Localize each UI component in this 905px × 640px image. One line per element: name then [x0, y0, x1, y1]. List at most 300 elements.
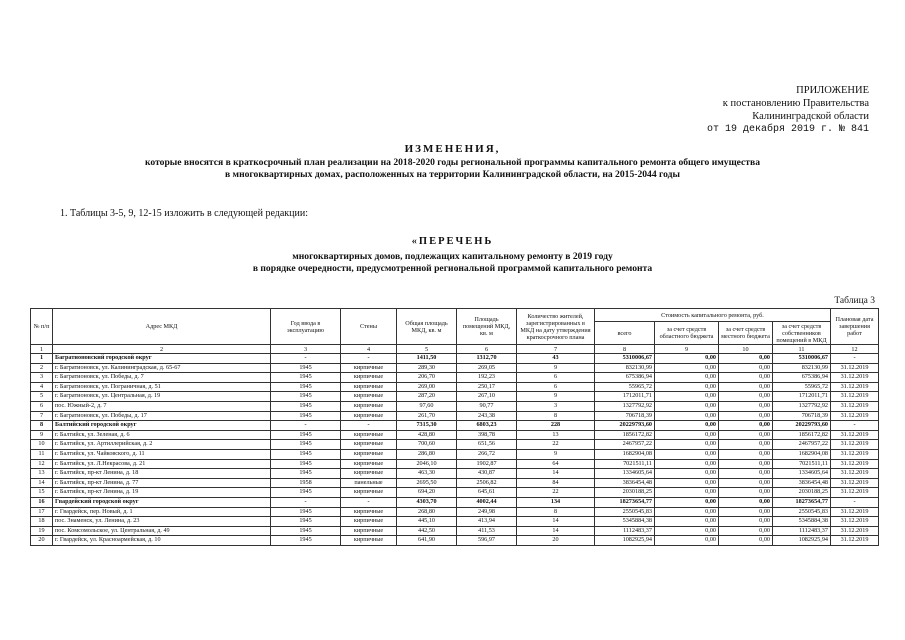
- cell-year: 1945: [271, 440, 341, 450]
- cell-year: 1945: [271, 373, 341, 383]
- cell-reg: 0,00: [655, 526, 719, 536]
- table-row: [31, 488, 879, 498]
- table-row: [31, 507, 879, 517]
- column-number-cell: 1: [31, 345, 53, 354]
- cell-loc: 0,00: [719, 536, 773, 546]
- cell-reg: 0,00: [655, 488, 719, 498]
- cell-reg: 0,00: [655, 382, 719, 392]
- cell-loc: 0,00: [719, 478, 773, 488]
- list-subtitle-line: в порядке очередности, предусмотренной региональной программой капитального ремонта: [252, 263, 653, 274]
- cell-cost: 1334605,64: [595, 469, 655, 479]
- cell-total: 289,30: [397, 363, 457, 373]
- list-subtitle: [0, 251, 905, 275]
- cell-cost: 1856172,82: [595, 430, 655, 440]
- cell-own: 5310006,67: [773, 354, 831, 364]
- cell-addr: г. Балтийск, пр-кт Ленина, д. 19: [53, 488, 271, 498]
- cell-total: 286,80: [397, 449, 457, 459]
- cell-date: 31.12.2019: [831, 363, 879, 373]
- cell-walls: кирпичные: [341, 526, 397, 536]
- cell-addr: г. Багратионовск, ул. Калининградская, д. 65-67: [53, 363, 271, 373]
- header-cost-local: за счет средств местного бюджета: [719, 322, 773, 345]
- header-cost-total: всего: [595, 322, 655, 345]
- cell-reg: 0,00: [655, 517, 719, 527]
- cell-reg: 0,00: [655, 354, 719, 364]
- cell-prem: 249,98: [457, 507, 517, 517]
- cell-own: 1334605,64: [773, 469, 831, 479]
- cell-walls: кирпичные: [341, 363, 397, 373]
- cell-n: 15: [31, 488, 53, 498]
- cell-prem: 267,10: [457, 392, 517, 402]
- cell-reg: 0,00: [655, 497, 719, 507]
- cell-n: 7: [31, 411, 53, 421]
- cell-cost: 55965,72: [595, 382, 655, 392]
- cell-n: 12: [31, 459, 53, 469]
- cell-prem: 6803,23: [457, 421, 517, 431]
- cell-year: 1945: [271, 430, 341, 440]
- cell-addr: пос. Комсомольское, ул. Центральная, д. 49: [53, 526, 271, 536]
- cell-n: 9: [31, 430, 53, 440]
- cell-year: 1945: [271, 488, 341, 498]
- cell-year: 1945: [271, 459, 341, 469]
- cell-year: 1945: [271, 363, 341, 373]
- cell-loc: 0,00: [719, 354, 773, 364]
- cell-total: 206,70: [397, 373, 457, 383]
- cell-walls: кирпичные: [341, 382, 397, 392]
- cell-loc: 0,00: [719, 421, 773, 431]
- table-row: [31, 363, 879, 373]
- cell-own: 7021511,11: [773, 459, 831, 469]
- cell-loc: 0,00: [719, 411, 773, 421]
- cell-cost: 1682904,08: [595, 449, 655, 459]
- cell-date: 31.12.2019: [831, 449, 879, 459]
- cell-total: 7315,30: [397, 421, 457, 431]
- cell-own: 675386,94: [773, 373, 831, 383]
- cell-res: 3: [517, 401, 595, 411]
- cell-res: 14: [517, 526, 595, 536]
- cell-prem: 651,56: [457, 440, 517, 450]
- cell-total: 2695,50: [397, 478, 457, 488]
- cell-loc: 0,00: [719, 430, 773, 440]
- cell-n: 5: [31, 392, 53, 402]
- table-row: [31, 449, 879, 459]
- cell-own: 1856172,82: [773, 430, 831, 440]
- cell-walls: кирпичные: [341, 430, 397, 440]
- cell-year: 1945: [271, 526, 341, 536]
- cell-date: 31.12.2019: [831, 488, 879, 498]
- cell-res: 84: [517, 478, 595, 488]
- table-row: [31, 430, 879, 440]
- cell-walls: панельные: [341, 478, 397, 488]
- column-number-cell: 4: [341, 345, 397, 354]
- cell-year: 1945: [271, 536, 341, 546]
- subtitle-line: в многоквартирных домах, расположенных на территории Калининградской области, на 2015-2044 годы: [224, 169, 681, 180]
- cell-prem: 4002,44: [457, 497, 517, 507]
- cell-year: 1945: [271, 449, 341, 459]
- cell-cost: 2030188,25: [595, 488, 655, 498]
- header-cost-owners: за счет средств собственников помещений в МКД: [773, 322, 831, 345]
- cell-loc: 0,00: [719, 497, 773, 507]
- cell-reg: 0,00: [655, 536, 719, 546]
- cell-total: 428,80: [397, 430, 457, 440]
- cell-addr: г. Балтийск, ул. Чайковского, д. 11: [53, 449, 271, 459]
- cell-loc: 0,00: [719, 382, 773, 392]
- cell-n: 6: [31, 401, 53, 411]
- table-body: [31, 354, 879, 546]
- table-label: Таблица 3: [834, 296, 875, 306]
- cell-res: 43: [517, 354, 595, 364]
- cell-date: 31.12.2019: [831, 517, 879, 527]
- cell-walls: кирпичные: [341, 411, 397, 421]
- appendix-block: [707, 84, 869, 136]
- cell-own: 1712011,71: [773, 392, 831, 402]
- cell-addr: г. Балтийск, пр-кт Ленина, д. 18: [53, 469, 271, 479]
- table-row-district: [31, 421, 879, 431]
- cell-cost: 832130,99: [595, 363, 655, 373]
- cell-reg: 0,00: [655, 411, 719, 421]
- cell-cost: 18273654,77: [595, 497, 655, 507]
- cell-date: 31.12.2019: [831, 411, 879, 421]
- cell-walls: кирпичные: [341, 517, 397, 527]
- table-row-district: [31, 497, 879, 507]
- cell-addr: г. Гвардейск, пер. Новый, д. 1: [53, 507, 271, 517]
- cell-own: 18273654,77: [773, 497, 831, 507]
- cell-year: 1945: [271, 411, 341, 421]
- cell-res: 64: [517, 459, 595, 469]
- cell-prem: 243,38: [457, 411, 517, 421]
- cell-total: 445,10: [397, 517, 457, 527]
- cell-year: 1945: [271, 507, 341, 517]
- cell-prem: 2506,82: [457, 478, 517, 488]
- table-row: [31, 373, 879, 383]
- buildings-table: [30, 308, 879, 546]
- cell-res: 14: [517, 517, 595, 527]
- cell-addr: пос. Южный-2, д. 7: [53, 401, 271, 411]
- cell-prem: 250,17: [457, 382, 517, 392]
- table-row: [31, 469, 879, 479]
- cell-res: 8: [517, 507, 595, 517]
- column-number-cell: 3: [271, 345, 341, 354]
- cell-n: 4: [31, 382, 53, 392]
- cell-reg: 0,00: [655, 440, 719, 450]
- cell-walls: кирпичные: [341, 440, 397, 450]
- cell-addr: Багратионовский городской округ: [53, 354, 271, 364]
- cell-cost: 2550545,83: [595, 507, 655, 517]
- cell-res: 8: [517, 411, 595, 421]
- cell-date: 31.12.2019: [831, 526, 879, 536]
- column-number-cell: 2: [53, 345, 271, 354]
- cell-prem: 596,97: [457, 536, 517, 546]
- cell-addr: г. Балтийск, ул. Артиллерийская, д. 2: [53, 440, 271, 450]
- cell-n: 2: [31, 363, 53, 373]
- cell-loc: 0,00: [719, 517, 773, 527]
- cell-prem: 430,87: [457, 469, 517, 479]
- cell-walls: кирпичные: [341, 536, 397, 546]
- cell-cost: 7021511,11: [595, 459, 655, 469]
- cell-n: 10: [31, 440, 53, 450]
- cell-res: 14: [517, 469, 595, 479]
- cell-prem: 398,78: [457, 430, 517, 440]
- column-number-cell: 8: [595, 345, 655, 354]
- cell-res: 22: [517, 440, 595, 450]
- cell-walls: кирпичные: [341, 488, 397, 498]
- cell-res: 9: [517, 392, 595, 402]
- cell-date: 31.12.2019: [831, 401, 879, 411]
- cell-res: 22: [517, 488, 595, 498]
- cell-year: 1958: [271, 478, 341, 488]
- cell-own: 1682904,08: [773, 449, 831, 459]
- cell-prem: 1312,70: [457, 354, 517, 364]
- cell-addr: Балтийский городской округ: [53, 421, 271, 431]
- cell-res: 9: [517, 449, 595, 459]
- cell-reg: 0,00: [655, 392, 719, 402]
- cell-n: 11: [31, 449, 53, 459]
- cell-n: 17: [31, 507, 53, 517]
- cell-n: 20: [31, 536, 53, 546]
- cell-n: 13: [31, 469, 53, 479]
- document-title: ИЗМЕНЕНИЯ,: [404, 143, 501, 155]
- cell-n: 16: [31, 497, 53, 507]
- cell-loc: 0,00: [719, 488, 773, 498]
- appendix-line: к постановлению Правительства: [722, 98, 869, 109]
- cell-addr: г. Багратионовск, ул. Победы, д. 7: [53, 373, 271, 383]
- cell-cost: 5310006,67: [595, 354, 655, 364]
- list-title: «ПЕРЕЧЕНЬ: [411, 236, 494, 247]
- cell-own: 20229793,60: [773, 421, 831, 431]
- cell-own: 2030188,25: [773, 488, 831, 498]
- table-row: [31, 517, 879, 527]
- cell-own: 5345884,38: [773, 517, 831, 527]
- cell-prem: 192,23: [457, 373, 517, 383]
- cell-prem: 90,77: [457, 401, 517, 411]
- header-num: № п/п: [31, 309, 53, 345]
- cell-n: 1: [31, 354, 53, 364]
- column-number-cell: 5: [397, 345, 457, 354]
- cell-loc: 0,00: [719, 507, 773, 517]
- header-residents: Количество жителей, зарегистрированных в МКД на дату утверждения краткосрочного плана: [517, 309, 595, 345]
- table-row-district: [31, 354, 879, 364]
- cell-year: -: [271, 354, 341, 364]
- column-number-cell: 6: [457, 345, 517, 354]
- table-row: [31, 392, 879, 402]
- cell-total: 268,80: [397, 507, 457, 517]
- appendix-line: Калининградской области: [752, 111, 869, 122]
- header-cost-regional: за счет средств областного бюджета: [655, 322, 719, 345]
- cell-own: 2467957,22: [773, 440, 831, 450]
- cell-walls: кирпичные: [341, 392, 397, 402]
- table-row: [31, 382, 879, 392]
- cell-prem: 413,94: [457, 517, 517, 527]
- cell-prem: 1902,87: [457, 459, 517, 469]
- cell-prem: 266,72: [457, 449, 517, 459]
- cell-cost: 675386,94: [595, 373, 655, 383]
- cell-year: -: [271, 421, 341, 431]
- cell-date: 31.12.2019: [831, 392, 879, 402]
- cell-total: 1411,50: [397, 354, 457, 364]
- header-total-area: Общая площадь МКД, кв. м: [397, 309, 457, 345]
- cell-reg: 0,00: [655, 363, 719, 373]
- cell-loc: 0,00: [719, 449, 773, 459]
- cell-own: 55965,72: [773, 382, 831, 392]
- cell-n: 8: [31, 421, 53, 431]
- table-row: [31, 401, 879, 411]
- cell-n: 14: [31, 478, 53, 488]
- cell-date: 31.12.2019: [831, 478, 879, 488]
- cell-own: 1082925,94: [773, 536, 831, 546]
- cell-total: 694,20: [397, 488, 457, 498]
- cell-loc: 0,00: [719, 459, 773, 469]
- cell-prem: 411,53: [457, 526, 517, 536]
- cell-addr: г. Балтийск, ул. Л.Некрасова, д. 21: [53, 459, 271, 469]
- cell-addr: пос. Знаменск, ул. Ленина, д. 23: [53, 517, 271, 527]
- cell-cost: 1082925,94: [595, 536, 655, 546]
- cell-n: 19: [31, 526, 53, 536]
- cell-year: -: [271, 497, 341, 507]
- table-row: [31, 440, 879, 450]
- cell-addr: г. Багратионовск, ул. Пограничная, д. 51: [53, 382, 271, 392]
- cell-year: 1945: [271, 517, 341, 527]
- cell-res: 228: [517, 421, 595, 431]
- cell-year: 1945: [271, 392, 341, 402]
- cell-date: 31.12.2019: [831, 382, 879, 392]
- cell-cost: 5345884,38: [595, 517, 655, 527]
- cell-walls: кирпичные: [341, 507, 397, 517]
- cell-prem: 269,05: [457, 363, 517, 373]
- appendix-line: ПРИЛОЖЕНИЕ: [796, 85, 869, 96]
- header-deadline: Плановая дата завершения работ: [831, 309, 879, 345]
- column-number-cell: 10: [719, 345, 773, 354]
- cell-walls: кирпичные: [341, 469, 397, 479]
- header-walls: Стены: [341, 309, 397, 345]
- cell-own: 2550545,83: [773, 507, 831, 517]
- cell-date: 31.12.2019: [831, 373, 879, 383]
- cell-cost: 3836454,48: [595, 478, 655, 488]
- cell-walls: кирпичные: [341, 401, 397, 411]
- column-number-cell: 12: [831, 345, 879, 354]
- cell-total: 463,30: [397, 469, 457, 479]
- appendix-date-line: от 19 декабря 2019 г. № 841: [706, 124, 869, 135]
- cell-cost: 1112483,37: [595, 526, 655, 536]
- cell-total: 700,60: [397, 440, 457, 450]
- header-cost-group: Стоимость капитального ремонта, руб.: [595, 309, 831, 322]
- cell-res: 13: [517, 430, 595, 440]
- cell-loc: 0,00: [719, 392, 773, 402]
- paragraph: 1. Таблицы 3-5, 9, 12-15 изложить в следующей редакции:: [60, 208, 308, 219]
- cell-reg: 0,00: [655, 449, 719, 459]
- cell-n: 18: [31, 517, 53, 527]
- cell-total: 641,90: [397, 536, 457, 546]
- cell-reg: 0,00: [655, 507, 719, 517]
- cell-reg: 0,00: [655, 401, 719, 411]
- cell-loc: 0,00: [719, 469, 773, 479]
- cell-total: 269,00: [397, 382, 457, 392]
- cell-res: 9: [517, 363, 595, 373]
- cell-own: 1327792,92: [773, 401, 831, 411]
- cell-date: 31.12.2019: [831, 507, 879, 517]
- column-number-cell: 11: [773, 345, 831, 354]
- table-row: [31, 411, 879, 421]
- cell-res: 20: [517, 536, 595, 546]
- cell-res: 6: [517, 373, 595, 383]
- cell-date: 31.12.2019: [831, 469, 879, 479]
- column-number-cell: 9: [655, 345, 719, 354]
- cell-loc: 0,00: [719, 440, 773, 450]
- cell-walls: кирпичные: [341, 449, 397, 459]
- cell-cost: 1712011,71: [595, 392, 655, 402]
- cell-walls: кирпичные: [341, 373, 397, 383]
- cell-cost: 20229793,60: [595, 421, 655, 431]
- cell-walls: -: [341, 354, 397, 364]
- cell-loc: 0,00: [719, 401, 773, 411]
- cell-res: 134: [517, 497, 595, 507]
- cell-walls: кирпичные: [341, 459, 397, 469]
- cell-own: 1112483,37: [773, 526, 831, 536]
- list-subtitle-line: многоквартирных домов, подлежащих капитальному ремонту в 2019 году: [292, 251, 613, 262]
- cell-total: 97,60: [397, 401, 457, 411]
- document-subtitle: [0, 157, 905, 181]
- cell-own: 706718,39: [773, 411, 831, 421]
- column-numbers-row: [31, 345, 879, 354]
- cell-walls: -: [341, 421, 397, 431]
- cell-date: 31.12.2019: [831, 459, 879, 469]
- cell-addr: Гвардейский городской округ: [53, 497, 271, 507]
- cell-walls: -: [341, 497, 397, 507]
- cell-reg: 0,00: [655, 478, 719, 488]
- cell-addr: г. Балтийск, пр-кт Ленина, д. 77: [53, 478, 271, 488]
- cell-own: 832130,99: [773, 363, 831, 373]
- cell-year: 1945: [271, 469, 341, 479]
- cell-total: 2046,10: [397, 459, 457, 469]
- cell-addr: г. Балтийск, ул. Зеленая, д. 6: [53, 430, 271, 440]
- table-row: [31, 459, 879, 469]
- cell-prem: 645,61: [457, 488, 517, 498]
- cell-total: 4303,70: [397, 497, 457, 507]
- cell-reg: 0,00: [655, 459, 719, 469]
- cell-res: 6: [517, 382, 595, 392]
- column-number-cell: 7: [517, 345, 595, 354]
- header-address: Адрес МКД: [53, 309, 271, 345]
- header-year: Год ввода в эксплуатацию: [271, 309, 341, 345]
- cell-loc: 0,00: [719, 373, 773, 383]
- cell-total: 287,20: [397, 392, 457, 402]
- cell-date: -: [831, 354, 879, 364]
- table-row: [31, 478, 879, 488]
- cell-own: 3836454,48: [773, 478, 831, 488]
- header-premises-area: Площадь помещений МКД, кв. м: [457, 309, 517, 345]
- cell-date: -: [831, 421, 879, 431]
- cell-cost: 2467957,22: [595, 440, 655, 450]
- cell-total: 442,50: [397, 526, 457, 536]
- cell-addr: г. Багратионовск, ул. Центральная, д. 19: [53, 392, 271, 402]
- table-row: [31, 536, 879, 546]
- cell-date: 31.12.2019: [831, 440, 879, 450]
- cell-date: -: [831, 497, 879, 507]
- cell-total: 261,70: [397, 411, 457, 421]
- cell-loc: 0,00: [719, 363, 773, 373]
- cell-reg: 0,00: [655, 469, 719, 479]
- cell-loc: 0,00: [719, 526, 773, 536]
- cell-cost: 1327792,92: [595, 401, 655, 411]
- cell-year: 1945: [271, 382, 341, 392]
- cell-addr: г. Багратионовск, ул. Победы, д. 17: [53, 411, 271, 421]
- cell-date: 31.12.2019: [831, 430, 879, 440]
- table-row: [31, 526, 879, 536]
- cell-reg: 0,00: [655, 373, 719, 383]
- cell-addr: г. Гвардейск, ул. Красноармейская, д. 10: [53, 536, 271, 546]
- cell-reg: 0,00: [655, 430, 719, 440]
- cell-date: 31.12.2019: [831, 536, 879, 546]
- cell-n: 3: [31, 373, 53, 383]
- cell-year: 1945: [271, 401, 341, 411]
